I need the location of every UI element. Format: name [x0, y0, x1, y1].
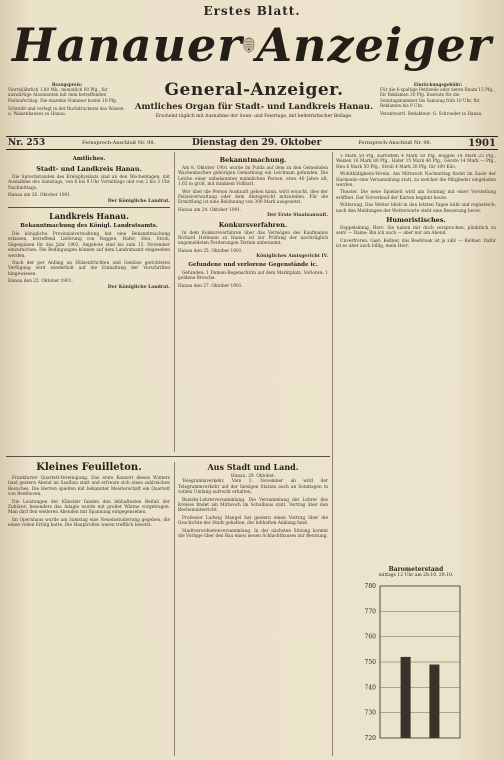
article-date: Hanau am 26. Oktober 1901.: [8, 193, 72, 199]
barometer-tick-label: 750: [364, 659, 376, 666]
column-rule: [174, 152, 175, 452]
article-text: Wohlthätigkeits-Verein. Am Mittwoch Nachmittag findet im Saale der Harmonie eine Versammlung statt, zu welcher die Mitglieder eingeladen werden.: [336, 172, 496, 189]
barometer-tick-label: 780: [364, 583, 376, 590]
article-text: In dem Konkursverfahren über das Vermögen des Kaufmanns Richard Hofmann zu Hanau ist zur Prüfung der nachträglich angemeldeten Forderungen Termin anberaumt.: [178, 230, 328, 247]
ear-right: [380, 82, 496, 116]
ear-right-footer: Verantwortl. Redakteur: G. Schroeder in Hanau.: [380, 111, 483, 117]
article-text: Am 8. Oktober 1901 wurde im Fulda auf dem zu den Gemeinden Wachenbuchen gehörigen Gemarkung ein Leichnam gefunden. Die Leiche einer unbekannten männlichen Person, etwa 40 Jahre alt, 1,65 m groß, mit dunklem Vollbart.: [178, 166, 328, 188]
issue-date: Dienstag den 29. Oktober: [191, 138, 322, 148]
column-feuilleton: [8, 460, 170, 756]
article-text: Theater. Die neue Spielzeit wird am Sonntag mit einer Vorstellung eröffnet. Der Vorverkauf der Karten beginnt heute.: [336, 190, 496, 201]
subtitle-block: [130, 80, 378, 119]
barometer-box: [340, 566, 492, 754]
article-text: Bezirks-Lehrerversammlung. Die Versammlung der Lehrer des Kreises findet am Mittwoch im Schulhaus statt. Vortrag über den Rechenunterricht.: [178, 497, 328, 514]
heading-aus-stadt-und-land: Aus Stadt und Land.: [207, 462, 299, 472]
article-text: Die königliche Provinzialverwaltung hat eine Bekanntmachung erlassen, betreffend Lieferung von Roggen, Hafer, Heu, Stroh, Sägespänen für das Jahr 1902. Angebote sind bis zum 15. November einzureichen. Die Bedingungen können auf dem Landratsamt eingesehen werden.: [8, 232, 170, 259]
article-signature: Königliches Amtsgericht IV.: [256, 254, 328, 260]
column-amtliches: [8, 154, 170, 454]
article-date: Hanau den 27. Oktober 1901.: [178, 283, 243, 289]
barometer-column: [401, 657, 411, 738]
barometer-tick-label: 770: [364, 608, 376, 616]
heading-bekanntmachung-landrat: Bekanntmachung des Königl. Landratsamts.: [20, 223, 158, 230]
section-divider: [6, 456, 330, 457]
article-text: Stadtverordnetenversammlung. In der nächsten Sitzung kommt die Vorlage über den Bau eines neuen Schlachthauses zur Beratung.: [178, 528, 328, 540]
barometer-column: [429, 665, 439, 738]
ear-left: [8, 82, 126, 116]
barometer-tick-label: 760: [364, 633, 376, 641]
issue-year: 1901: [468, 137, 496, 149]
ear-left-footer: Schreibt und verlegt in der Buchdruckerei des Waisen- u. Waisenhauses zu Hanau.: [8, 105, 125, 117]
article-text: Frankfurter Quartett-Vereinigung. Das erste Konzert dieses Winters fand gestern Abend im Saalbau statt und erfreute sich eines zahlreichen Besuches. Die Herren spielten mit bekannter Meisterschaft ein Quartett von Beethoven.: [8, 476, 170, 498]
barometer-subtitle: mittags 12 Uhr am 28.10. 29.10.: [378, 573, 454, 578]
subtitle-organ: Amtliches Organ für Stadt- und Landkreis Hanau.: [134, 102, 374, 112]
article-text: Gefunden: 1 Damen-Regenschirm auf dem Marktplatz. Verloren: 1 goldene Brosche.: [178, 270, 328, 282]
article-date: Hanau den 22. Oktober 1901.: [8, 279, 73, 285]
masthead-right-word: Anzeiger: [256, 18, 492, 72]
article-text: 5 Mark 50 Pfg. Kartoffeln 4 Mark 50 Pfg. Roggen 14 Mark 25 Pfg., Weizen 16 Mark 80 Pfg., Hafer 15 Mark 40 Pfg., Gerste 14 Mark — Pfg., Heu 6 Mark 50 Pfg., Stroh 4 Mark 20 Pfg. für 100 Kilo.: [336, 154, 496, 170]
kicker-amtliches: Amtliches.: [72, 156, 106, 162]
heading-humoristisches: Humoristisches.: [386, 216, 446, 225]
phone-left: Fernsprech-Anschluß Nr. 98.: [82, 140, 156, 146]
heading-stadt-landkreis: Stadt- und Landkreis Hanau.: [36, 165, 142, 173]
local-dateline: Hanau, 29. Oktober.: [230, 474, 276, 479]
article-signature: Der Königliche Landrat.: [107, 284, 170, 290]
article-text: Professor Ludwig Mangel hat gestern einen Vortrag über die Geschichte der Stadt gehalten, der lebhaften Anklang fand.: [178, 515, 328, 527]
column-rule: [174, 462, 175, 756]
article-text: Die Sprechstunden des Kreisphysikats sind an den Wochentagen, mit Ausnahme des Samstags, von 8 bis 9 Uhr Vormittags und von 2 bis 3 Uhr Nachmittags.: [8, 175, 170, 191]
article-text: Witterung. Das Wetter blieb in den letzten Tagen kühl und regnerisch; nach den Meldungen der Wetterwarte steht eine Besserung bevor.: [336, 203, 496, 214]
issue-number: Nr. 253: [8, 138, 46, 148]
heading-konkursverfahren: Konkursverfahren.: [218, 220, 288, 229]
column-rule: [332, 152, 333, 756]
barometer-tick-label: 730: [364, 709, 376, 717]
heading-gefundene: Gefundene und verlorene Gegenstände ic.: [188, 261, 318, 268]
ear-left-text: Vierteljährlich 1,80 Mk., monatlich 60 Pfg., für auswärtige Abonnenten mit dem betreffenden Postaufschlag. Die einzelne Nummer kostet 10 Pfg.: [8, 87, 118, 103]
heading-bekanntmachung: Bekanntmachung.: [219, 156, 287, 164]
article-text: Im Opernhaus wurde am Samstag eine Neueinstudierung gegeben, die einen vollen Erfolg hatte. Die Hauptrollen waren trefflich besetzt.: [8, 517, 170, 529]
column-stadt-und-land: [178, 460, 328, 756]
column-bekanntmachung: [178, 154, 328, 454]
dateline-bar: [6, 136, 498, 150]
subtitle-main: General-Anzeiger.: [164, 80, 344, 100]
barometer-chart: [340, 578, 492, 746]
masthead: [12, 14, 492, 76]
ear-right-text: Für die 6-spaltige Petitzeile oder deren Raum 15 Pfg., für Reklamen 30 Pfg. Inserate für die Sonntagsnummer bis Samstag früh 10 Uhr, für Reklamen bis 9 Uhr.: [380, 87, 495, 108]
masthead-left-word: Hanauer: [12, 18, 243, 72]
article-date: Hanau am 24. Oktober 1901.: [178, 207, 242, 213]
subtitle-note: Erscheint täglich mit Ausnahme der Sonn- und Feiertage, mit belletristischer Beilage.: [155, 114, 353, 119]
ear-left-heading: Bezugspreis:: [51, 82, 83, 87]
article-text: Doppelsinnig. Herr: Sie haben mir doch versprochen, pünktlich zu sein! — Dame: Bin ich auch — aber nur am Abend.: [336, 226, 496, 237]
section-rule: [8, 207, 170, 208]
edition-label: Erstes Blatt.: [203, 4, 301, 18]
article-text: Die Leistungen der Künstler fanden den lebhaftesten Beifall der Zuhörer; besonders das Adagio wurde mit großer Wärme vorgetragen. Man darf den weiteren Abenden mit Spannung entgegensehen.: [8, 499, 170, 516]
article-text: Telegrammverkehr. Vom 1. November ab wird der Telegrammverkehr auf der hiesigen Station auch an Sonntagen in vollem Umfang aufrecht erhalten.: [178, 479, 328, 496]
coat-of-arms-icon: [242, 19, 256, 71]
article-date: Hanau den 25. Oktober 1901.: [178, 248, 243, 254]
article-text: Nach der per Anfang an Hülsenfrüchten und Gemüse gerichteten Verfügung wird wiederholt auf die Einhaltung der Vorschriften hingewiesen.: [8, 261, 170, 277]
phone-right: Fernsprech-Anschluß Nr. 98.: [358, 140, 432, 146]
column-right: [336, 154, 496, 562]
barometer-tick-label: 720: [364, 735, 376, 742]
heading-landkreis: Landkreis Hanau.: [49, 211, 129, 222]
article-signature: Der Erste Staatsanwalt.: [267, 213, 328, 219]
barometer-tick-label: 740: [364, 684, 376, 692]
article-signature: Der Königliche Landrat.: [107, 198, 170, 204]
barometer-title: Barometerstand: [388, 566, 444, 573]
heading-kleines-feuilleton: Kleines Feuilleton.: [36, 462, 142, 473]
article-text: Unverfroren. Gast: Kellner, das Beefsteak ist ja zäh! — Kellner: Dafür ist es aber auch billig, mein Herr.: [336, 238, 496, 250]
ear-right-heading: Einrückungsgebühr:: [413, 82, 463, 87]
article-text: Wer über die Person Auskunft geben kann, wird ersucht, dies der Polizeiverwaltung oder dem Amtsgericht mitzuteilen. Für die Ermittlung ist eine Belohnung von 300 Mark ausgesetzt.: [178, 189, 328, 206]
